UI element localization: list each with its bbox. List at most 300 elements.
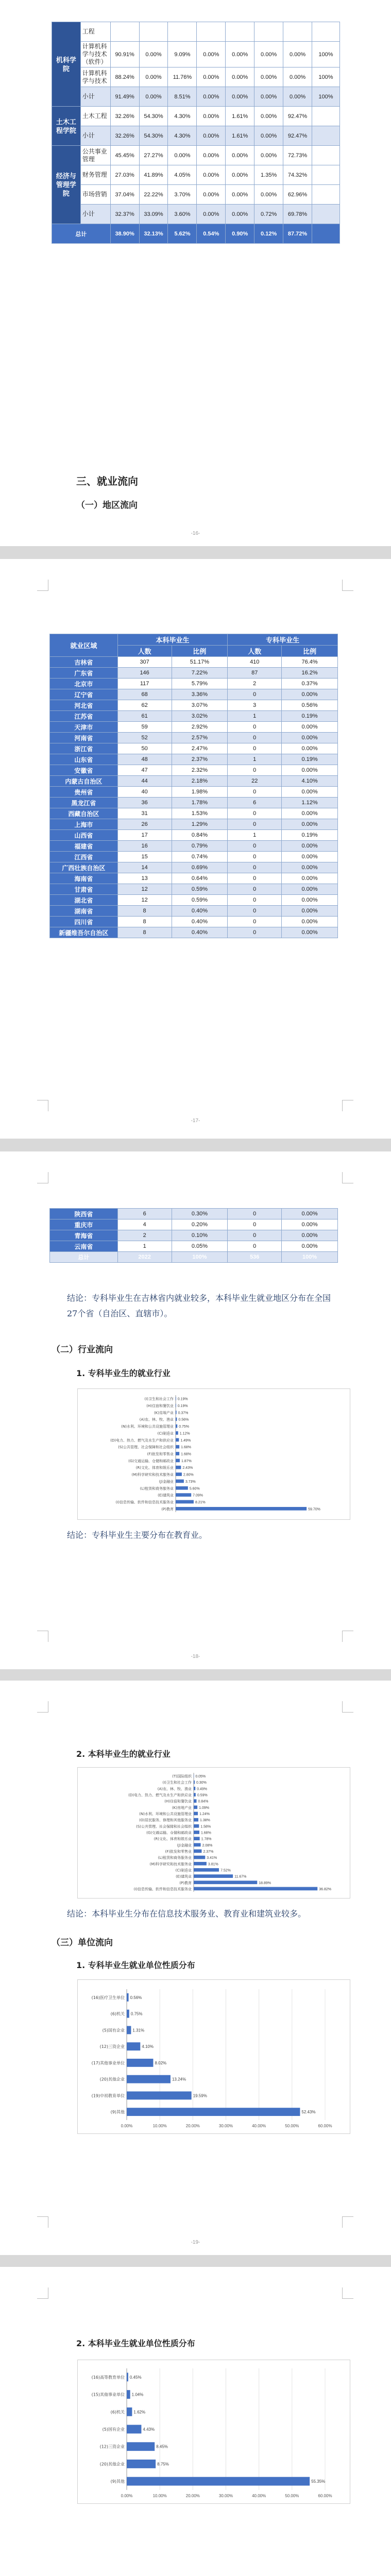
table-row	[52, 87, 340, 107]
major-name: 土木工程	[80, 107, 110, 126]
table-cell: 0.00%	[282, 787, 338, 798]
table-cell: 0.00%	[282, 743, 338, 754]
value-label: 1.38%	[200, 1819, 210, 1823]
table-cell: 0.19%	[282, 754, 338, 765]
table-cell	[312, 22, 340, 42]
category-label: (J)金融业	[159, 1479, 174, 1484]
bar	[127, 2042, 140, 2050]
table-cell: 61	[117, 711, 172, 722]
category-label: (6)机关	[110, 2011, 125, 2016]
table-row	[50, 657, 338, 668]
header-junior: 专科毕业生	[228, 634, 338, 646]
table-cell: 0.00%	[197, 107, 226, 126]
table-cell	[312, 126, 340, 146]
table-cell: 88.24%	[110, 67, 139, 87]
undergrad-industry-conclusion: 结论：本科毕业生分布在信息技术服务业、教育业和建筑业较多。	[67, 1909, 307, 1919]
category-label: (15)其他事业单位	[91, 2392, 125, 2397]
table-cell: 0.00%	[282, 808, 338, 819]
undergrad-unit-title: 2. 本科毕业生就业单位性质分布	[76, 2338, 195, 2348]
category-label: (17)其他事业单位	[91, 2060, 125, 2065]
table-cell: 0.00%	[197, 42, 226, 67]
table-cell: 22	[228, 776, 282, 787]
table-cell: 1.78%	[172, 798, 228, 808]
table-cell: 54.30%	[139, 126, 168, 146]
table-cell: 16.2%	[282, 668, 338, 679]
table-cell: 9.09%	[168, 42, 197, 67]
table-cell: 0	[228, 841, 282, 852]
table-cell: 32.37%	[110, 205, 139, 224]
value-label: 52.43%	[301, 2110, 316, 2115]
region-name: 黑龙江省	[50, 798, 118, 808]
table-cell: 0.00%	[282, 722, 338, 733]
bar	[194, 1812, 198, 1816]
table-cell	[312, 107, 340, 126]
category-label: (D)电力、热力、燃气及水生产和供应业	[128, 1793, 192, 1798]
table-cell: 32.26%	[110, 107, 139, 126]
table-cell: 74.32%	[283, 165, 312, 185]
table-cell: 6	[228, 798, 282, 808]
undergrad-industry-title: 2. 本科毕业生的就业行业	[76, 1749, 171, 1759]
bar	[176, 1472, 182, 1476]
table-row	[50, 841, 338, 852]
category-label: (9)其他	[110, 2110, 125, 2115]
table-cell: 117	[117, 679, 172, 689]
table-cell: 0	[228, 895, 282, 906]
region-name: 福建省	[50, 841, 118, 852]
region-name: 内蒙古自治区	[50, 776, 118, 787]
table-cell: 410	[228, 657, 282, 668]
table-cell: 0.30%	[172, 1209, 228, 1219]
table-cell: 76.4%	[282, 657, 338, 668]
table-row	[50, 830, 338, 841]
table-cell: 0.00%	[139, 67, 168, 87]
bar	[127, 2425, 141, 2434]
table-cell: 13	[117, 873, 172, 884]
table-cell: 2	[228, 679, 282, 689]
section-industry-heading: （二）行业流向	[52, 1345, 113, 1355]
table-cell: 91.49%	[110, 87, 139, 107]
table-cell: 17	[117, 830, 172, 841]
table-cell: 0.00%	[254, 126, 283, 146]
bar	[194, 1887, 317, 1891]
category-label: (16)高等教育单位	[91, 2375, 125, 2380]
table-cell: 0.00%	[226, 146, 254, 165]
region-name: 贵州省	[50, 787, 118, 798]
table-row	[50, 884, 338, 895]
table-cell: 8	[117, 917, 172, 927]
value-label: 1.68%	[181, 1452, 192, 1456]
x-tick-label: 50.00%	[285, 2124, 299, 2128]
category-label: (S)公共管理、社会保障和社会组织	[118, 1445, 174, 1450]
table-cell: 27.27%	[139, 146, 168, 165]
region-name: 青海省	[50, 1230, 118, 1241]
region-name: 上海市	[50, 819, 118, 830]
value-label: 0.59%	[197, 1793, 208, 1798]
table-cell: 0.00%	[197, 185, 226, 205]
table-row	[52, 205, 340, 224]
table-cell: 45.45%	[110, 146, 139, 165]
table-cell: 0	[228, 906, 282, 917]
region-name: 广东省	[50, 668, 118, 679]
x-tick-label: 50.00%	[285, 2494, 299, 2498]
table-cell: 0.00%	[254, 185, 283, 205]
table-cell: 54.30%	[139, 107, 168, 126]
table-cell: 0.00%	[168, 146, 197, 165]
region-conclusion: 结论：专科毕业生在吉林省内就业较多，本科毕业生就业地区分布在全国27个省（自治区、直辖市）。	[67, 1293, 331, 1318]
value-label: 1.31%	[132, 2028, 145, 2033]
category-label: (L)租赁和商务服务业	[158, 1856, 192, 1860]
value-label: 0.45%	[129, 2375, 142, 2380]
table-cell: 0.74%	[172, 852, 228, 862]
table-cell: 0.00%	[282, 1241, 338, 1252]
table-row	[50, 787, 338, 798]
value-label: 7.52%	[220, 1869, 231, 1873]
category-label: (C)制造业	[175, 1868, 192, 1873]
table-cell: 69.78%	[283, 205, 312, 224]
table-cell: 90.91%	[110, 42, 139, 67]
page-number: -16-	[191, 531, 200, 536]
region-name: 云南省	[50, 1241, 118, 1252]
value-label: 8.02%	[155, 2060, 167, 2065]
value-label: 0.84%	[198, 1800, 209, 1804]
college-name: 土木工程学院	[52, 107, 81, 146]
major-name: 小计	[80, 87, 110, 107]
major-name: 工程	[80, 22, 110, 42]
college-destination-table	[52, 22, 340, 244]
value-label: 19.59%	[193, 2093, 207, 2098]
bar	[127, 2026, 131, 2034]
table-cell: 52	[117, 733, 172, 743]
region-name: 河南省	[50, 733, 118, 743]
table-cell: 11.76%	[168, 67, 197, 87]
value-label: 1.68%	[181, 1446, 192, 1450]
table-cell: 32.13%	[139, 224, 168, 244]
bar	[194, 1799, 196, 1803]
table-cell: 2.47%	[172, 743, 228, 754]
bar	[176, 1500, 194, 1504]
table-cell: 0.64%	[172, 873, 228, 884]
x-tick-label: 40.00%	[252, 2494, 266, 2498]
bar	[127, 2010, 129, 2018]
table-cell: 0	[228, 1241, 282, 1252]
major-name: 公共事业管理	[80, 146, 110, 165]
value-label: 0.37%	[178, 1411, 189, 1415]
table-cell: 72.73%	[283, 146, 312, 165]
value-label: 18.89%	[259, 1881, 271, 1885]
table-row	[50, 765, 338, 776]
value-label: 1.49%	[180, 1438, 191, 1443]
table-row	[50, 1230, 338, 1241]
value-label: 4.43%	[143, 2427, 155, 2432]
category-label: (R)文化、体育和娱乐业	[154, 1837, 192, 1841]
value-label: 36.82%	[319, 1887, 332, 1891]
table-row	[50, 927, 338, 938]
table-cell: 59	[117, 722, 172, 733]
value-label: 2.08%	[202, 1843, 213, 1848]
section-unit-heading: （三）单位流向	[52, 1938, 113, 1948]
value-label: 0.56%	[130, 1995, 142, 2000]
table-cell: 100%	[312, 42, 340, 67]
table-cell: 4	[117, 1219, 172, 1230]
category-label: (19)中初教育单位	[91, 2093, 125, 2098]
value-label: 0.19%	[177, 1397, 188, 1401]
table-cell: 0.00%	[282, 733, 338, 743]
bar	[127, 2091, 192, 2099]
table-cell	[197, 22, 226, 42]
bar	[194, 1874, 233, 1878]
table-cell: 0.00%	[282, 1219, 338, 1230]
value-label: 3.81%	[208, 1862, 218, 1867]
section-employment-heading: 三、就业流向	[76, 475, 138, 487]
bar	[176, 1493, 191, 1497]
table-row	[52, 126, 340, 146]
table-cell: 0.19%	[282, 711, 338, 722]
value-label: 5.60%	[189, 1487, 200, 1491]
table-cell: 307	[117, 657, 172, 668]
table-cell: 12	[117, 884, 172, 895]
table-cell	[226, 22, 254, 42]
category-label: (20)其他企业	[99, 2077, 125, 2082]
table-cell: 0	[228, 1209, 282, 1219]
table-cell: 2.37%	[172, 754, 228, 765]
value-label: 0.30%	[196, 1781, 207, 1785]
header-count: 人数	[117, 646, 172, 657]
table-cell: 0.10%	[172, 1230, 228, 1241]
table-cell: 0.00%	[226, 67, 254, 87]
table-cell: 26	[117, 819, 172, 830]
category-label: (T)国际组织	[172, 1774, 192, 1779]
table-row	[50, 917, 338, 927]
bar	[176, 1486, 188, 1490]
table-cell: 0.00%	[282, 906, 338, 917]
bar	[127, 2075, 171, 2083]
region-name: 重庆市	[50, 1219, 118, 1230]
table-cell	[312, 205, 340, 224]
value-label: 8.21%	[195, 1500, 206, 1504]
table-cell	[254, 22, 283, 42]
table-cell: 0.00%	[282, 862, 338, 873]
bar	[127, 2372, 128, 2381]
region-name: 甘肃省	[50, 884, 118, 895]
table-cell: 0.00%	[226, 42, 254, 67]
category-label: (O)居民服务、修理和其他服务业	[139, 1818, 192, 1823]
junior-industry-chart	[77, 1388, 350, 1520]
junior-unit-title: 1. 专科毕业生就业单位性质分布	[76, 1960, 195, 1970]
bar	[194, 1793, 196, 1797]
table-cell: 0.00%	[197, 205, 226, 224]
bar	[127, 2059, 153, 2067]
table-cell	[168, 22, 197, 42]
table-cell: 0	[228, 808, 282, 819]
table-cell: 0.00%	[282, 927, 338, 938]
category-label: (R)文化、体育和娱乐业	[135, 1466, 174, 1470]
table-cell: 100%	[312, 67, 340, 87]
region-name: 江西省	[50, 852, 118, 862]
table-row	[50, 689, 338, 700]
region-name: 辽宁省	[50, 689, 118, 700]
table-cell: 0	[228, 733, 282, 743]
table-cell: 2.57%	[172, 733, 228, 743]
table-cell: 0.00%	[282, 852, 338, 862]
table-cell: 15	[117, 852, 172, 862]
major-name: 小计	[80, 126, 110, 146]
bar	[176, 1452, 179, 1455]
region-table-continued	[49, 1208, 338, 1263]
category-label: (N)水利、环境和公共设施管理业	[121, 1425, 174, 1429]
table-cell: 8	[117, 906, 172, 917]
table-cell: 1.12%	[282, 798, 338, 808]
table-row	[50, 722, 338, 733]
value-label: 1.24%	[199, 1812, 210, 1817]
category-label: (E)建筑业	[158, 1493, 174, 1498]
table-row	[52, 67, 340, 87]
table-cell: 0.40%	[172, 927, 228, 938]
category-label: (C)制造业	[157, 1431, 174, 1436]
section-region-heading: （一）地区流向	[76, 500, 138, 511]
table-cell: 0.00%	[282, 884, 338, 895]
table-cell: 68	[117, 689, 172, 700]
bar	[127, 2477, 310, 2486]
table-cell: 0.00%	[139, 87, 168, 107]
table-cell: 3	[228, 700, 282, 711]
table-cell: 44	[117, 776, 172, 787]
value-label: 1.04%	[131, 2392, 144, 2397]
value-label: 11.67%	[234, 1875, 247, 1879]
table-cell: 0.40%	[172, 906, 228, 917]
table-cell: 8	[117, 927, 172, 938]
bar	[176, 1480, 184, 1483]
region-name: 北京市	[50, 679, 118, 689]
category-label: (E)建筑业	[176, 1874, 192, 1879]
category-label: (I)卫生和社会工作	[144, 1397, 174, 1401]
table-cell: 0	[228, 819, 282, 830]
region-name: 西藏自治区	[50, 808, 118, 819]
page-4	[0, 1681, 391, 2255]
table-cell: 0.59%	[172, 884, 228, 895]
x-tick-label: 30.00%	[218, 2124, 233, 2128]
page-1	[0, 0, 391, 546]
category-label: (16)医疗卫生单位	[91, 1995, 125, 2000]
table-cell: 7.22%	[172, 668, 228, 679]
major-name: 计算机科学与技术（软件）	[80, 42, 110, 67]
table-row	[50, 754, 338, 765]
value-label: 1.58%	[200, 1825, 211, 1829]
table-cell: 0.00%	[197, 67, 226, 87]
region-name: 山东省	[50, 754, 118, 765]
table-cell: 0.00%	[197, 165, 226, 185]
page-number: -18-	[191, 1654, 200, 1659]
table-cell: 0.37%	[282, 679, 338, 689]
category-label: (G)交通运输、仓储和邮政业	[128, 1459, 174, 1463]
table-cell: 0.00%	[197, 146, 226, 165]
value-label: 3.41%	[207, 1856, 217, 1860]
value-label: 1.12%	[179, 1432, 190, 1436]
table-cell: 6	[117, 1209, 172, 1219]
table-cell: 1	[228, 754, 282, 765]
category-label: (I)卫生和社会工作	[162, 1781, 192, 1785]
table-cell: 3.07%	[172, 700, 228, 711]
table-cell: 33.09%	[139, 205, 168, 224]
table-row	[50, 711, 338, 722]
table-cell: 0.00%	[282, 765, 338, 776]
table-cell: 4.30%	[168, 126, 197, 146]
table-cell: 0.00%	[282, 1230, 338, 1241]
category-label: (L)租赁和商务服务业	[140, 1486, 174, 1491]
bar	[194, 1856, 205, 1859]
table-cell: 87.72%	[283, 224, 312, 244]
value-label: 59.70%	[308, 1507, 320, 1512]
bar	[194, 1831, 199, 1834]
major-name: 计算机科学与技术	[80, 67, 110, 87]
value-label: 0.19%	[177, 1404, 188, 1409]
table-cell: 14	[117, 862, 172, 873]
table-cell: 0.00%	[226, 165, 254, 185]
bar	[127, 2460, 156, 2468]
table-cell: 48	[117, 754, 172, 765]
table-cell: 2.18%	[172, 776, 228, 787]
table-cell: 0.00%	[254, 107, 283, 126]
table-cell: 0.59%	[172, 895, 228, 906]
table-row	[50, 819, 338, 830]
category-label: (S)公共管理、社会保障和社会组织	[136, 1824, 192, 1829]
table-cell: 0.00%	[197, 87, 226, 107]
table-cell: 0.19%	[282, 830, 338, 841]
region-name: 吉林省	[50, 657, 118, 668]
bar	[194, 1818, 198, 1822]
region-name: 新疆维吾尔自治区	[50, 927, 118, 938]
category-label: (K)房地产业	[154, 1411, 174, 1415]
table-cell: 2022	[117, 1252, 172, 1263]
table-row	[52, 22, 340, 42]
table-row	[50, 700, 338, 711]
value-label: 1.68%	[200, 1831, 211, 1835]
table-cell: 2.32%	[172, 765, 228, 776]
college-name: 经济与管理学院	[52, 146, 81, 224]
page-number: -19-	[191, 2240, 200, 2245]
undergrad-industry-chart	[77, 1767, 350, 1899]
table-row	[52, 107, 340, 126]
value-label: 0.05%	[195, 1775, 206, 1779]
bar	[127, 2442, 155, 2451]
table-cell: 0.05%	[172, 1241, 228, 1252]
value-label: 1.62%	[133, 2410, 146, 2415]
table-cell: 51.17%	[172, 657, 228, 668]
table-row	[52, 146, 340, 165]
table-cell: 0	[228, 722, 282, 733]
table-row	[50, 798, 338, 808]
category-label: (I)信息传输、软件和信息技术服务业	[115, 1500, 174, 1504]
page-3	[0, 1151, 391, 1669]
table-cell: 40	[117, 787, 172, 798]
table-cell: 4.10%	[282, 776, 338, 787]
bar	[194, 1868, 219, 1872]
table-cell: 31	[117, 808, 172, 819]
table-cell: 0.00%	[283, 67, 312, 87]
table-row	[50, 668, 338, 679]
bar	[194, 1787, 195, 1790]
table-cell: 1.35%	[254, 165, 283, 185]
category-label: (A)农、林、牧、渔业	[157, 1787, 192, 1791]
region-name: 浙江省	[50, 743, 118, 754]
table-cell: 0.12%	[254, 224, 283, 244]
value-label: 8.45%	[156, 2444, 168, 2449]
junior-unit-chart	[77, 1979, 350, 2134]
bar	[127, 2408, 132, 2416]
table-cell: 0.00%	[282, 689, 338, 700]
table-cell: 0.00%	[254, 67, 283, 87]
bar	[127, 2390, 130, 2399]
x-tick-label: 0.00%	[121, 2494, 133, 2498]
